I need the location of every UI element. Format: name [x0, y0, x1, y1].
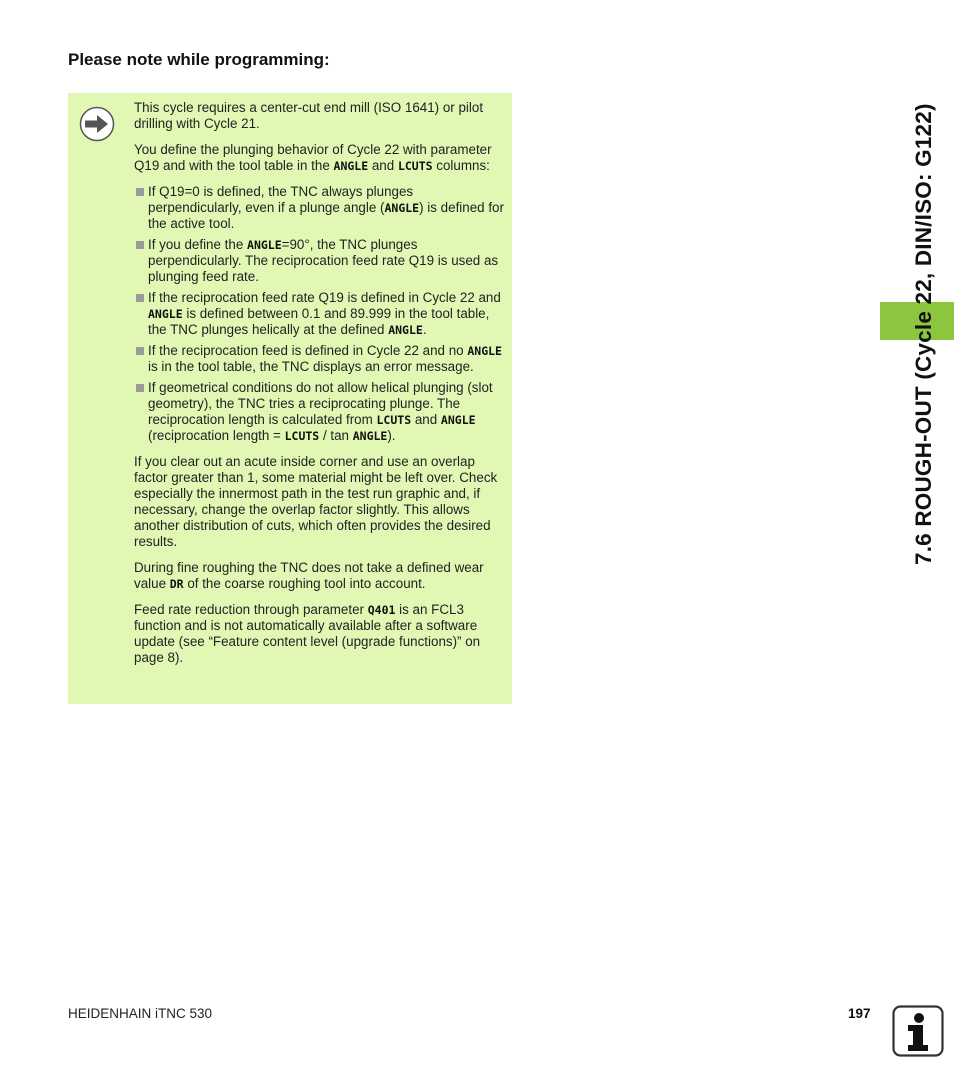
page-number: 197 [848, 1006, 871, 1021]
section-heading: Please note while programming: [68, 50, 330, 69]
list-item: If geometrical conditions do not allow helical plunging (slot geometry), the TNC tries a reciprocating plunge. The reciprocation length is calculated from LCUTS and ANGLE (reciprocation length = LCUTS / tan ANGLE). [134, 380, 504, 444]
chapter-title-text: 7.6 ROUGH-OUT (Cycle 22, DIN/ISO: G122) [911, 103, 936, 565]
paragraph-feed-rate-reduction: Feed rate reduction through parameter Q401 is an FCL3 function and is not automatically available after a software update (see “Feature content level (upgrade functions)” on page 8). [134, 602, 481, 665]
paragraph-center-cut: This cycle requires a center-cut end mill (ISO 1641) or pilot drilling with Cycle 21. [134, 100, 484, 131]
paragraph-plunging-behavior: You define the plunging behavior of Cycle 22 with parameter Q19 and with the tool table in the ANGLE and LCUTS columns: [134, 142, 492, 173]
plunge-rules-list [134, 184, 504, 444]
list-item: If the reciprocation feed is defined in Cycle 22 and no ANGLE is in the tool table, the TNC displays an error message. [134, 343, 504, 375]
paragraph-fine-roughing: During fine roughing the TNC does not take a defined wear value DR of the coarse roughing tool into account. [134, 560, 484, 591]
list-item: If you define the ANGLE=90°, the TNC plunges perpendicularly. The reciprocation feed rate Q19 is used as plunging feed rate. [134, 237, 504, 285]
arrow-right-icon [79, 106, 115, 142]
list-item: If Q19=0 is defined, the TNC always plunges perpendicularly, even if a plunge angle (ANGLE) is defined for the active tool. [134, 184, 504, 232]
footer-product-name: HEIDENHAIN iTNC 530 [68, 1006, 213, 1021]
paragraph-overlap-factor: If you clear out an acute inside corner and use an overlap factor greater than 1, some material might be left over. Check especially the innermost path in the test run graphic and, if necessary, change the overlap factor slightly. This allows another distribution of cuts, which often provides the desired results. [134, 454, 498, 549]
list-item: If the reciprocation feed rate Q19 is defined in Cycle 22 and ANGLE is defined between 0.1 and 89.999 in the tool table, the TNC plunges helically at the defined ANGLE. [134, 290, 504, 338]
info-icon [892, 1005, 944, 1057]
note-content [134, 100, 504, 676]
